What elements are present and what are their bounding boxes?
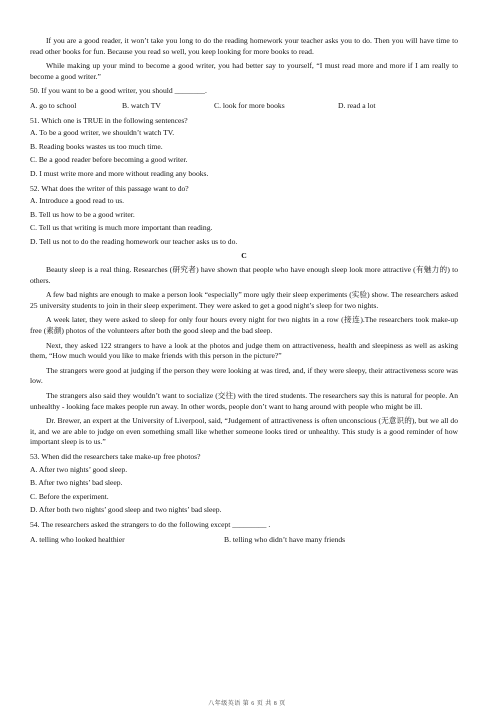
passage-b-paragraph-1: If you are a good reader, it won’t take you long to do the reading homework your teacher asks you to do. Then you will have time to read other books for fun. Because you read so well, you keep looking for more books to read. bbox=[30, 36, 458, 56]
question-50-stem: 50. If you want to be a good writer, you should ________. bbox=[30, 86, 207, 96]
question-53-option-b: B. After two nights’ bad sleep. bbox=[30, 478, 123, 488]
question-50-option-a: A. go to school bbox=[30, 100, 77, 110]
question-50-option-b: B. watch TV bbox=[122, 100, 161, 110]
question-51-stem: 51. Which one is TRUE in the following sentences? bbox=[30, 115, 188, 125]
question-54-stem: 54. The researchers asked the strangers to do the following except _________ . bbox=[30, 519, 271, 529]
passage-c-paragraph-6: The strangers also said they wouldn’t want to socialize (交往) with the tired students. The researchers say this is natural for people. An unhealthy - looking face makes people run away. In other words, people don’t want to hang around with people who might be ill. bbox=[30, 391, 458, 411]
question-51-option-b: B. Reading books wastes us too much time. bbox=[30, 141, 163, 151]
section-c-heading: C bbox=[241, 250, 247, 260]
page-footer: 八年级英语 第 6 页 共 8 页 bbox=[208, 701, 286, 707]
question-52-option-a: A. Introduce a good read to us. bbox=[30, 196, 125, 206]
question-53-option-d: D. After both two nights’ good sleep and two nights’ bad sleep. bbox=[30, 505, 222, 515]
passage-c-paragraph-7: Dr. Brewer, an expert at the University of Liverpool, said, “Judgement of attractiveness is often unconscious (无意识的), but we all do it, and we are able to judge on even something small like whether someone looks tired or unhealthy. This study is a good reminder of how important sleep is to us.” bbox=[30, 416, 458, 447]
question-52-option-d: D. Tell us not to do the reading homework our teacher asks us to do. bbox=[30, 236, 238, 246]
question-51-option-a: A. To be a good writer, we shouldn’t watch TV. bbox=[30, 128, 175, 138]
question-52-option-b: B. Tell us how to be a good writer. bbox=[30, 209, 135, 219]
passage-c-paragraph-1: Beauty sleep is a real thing. Researches (研究者) have shown that people who have enough sleep look more attractive (有魅力的) to others. bbox=[30, 265, 458, 285]
question-52-stem: 52. What does the writer of this passage want to do? bbox=[30, 183, 189, 193]
passage-c-paragraph-3: A week later, they were asked to sleep for only four hours every night for two nights in a row (接连).The researchers took make-up free (素颜) photos of the volunteers after both the good sleep and the bad sleep. bbox=[30, 315, 458, 336]
passage-c-paragraph-4: Next, they asked 122 strangers to have a look at the photos and judge them on attractiveness, health and sleepiness as well as asking them, “How much would you like to make friends with this person in the picture?” bbox=[30, 340, 458, 361]
question-50-options bbox=[30, 101, 458, 112]
question-54-option-a: A. telling who looked healthier bbox=[30, 534, 125, 544]
question-54-options bbox=[30, 535, 458, 546]
question-53-option-a: A. After two nights’ good sleep. bbox=[30, 464, 128, 474]
passage-c-paragraph-5: The strangers were good at judging if the person they were looking at was tired, and, if they were sleepy, their attractiveness score was low. bbox=[30, 365, 458, 386]
question-54-option-b: B. telling who didn’t have many friends bbox=[224, 534, 346, 544]
question-52-option-c: C. Tell us that writing is much more important than reading. bbox=[30, 223, 213, 233]
page-content bbox=[30, 36, 458, 549]
passage-b-paragraph-2: While making up your mind to become a good writer, you had better say to yourself, “I must read more and more if I am really to become a good writer.” bbox=[30, 61, 458, 81]
question-50-option-d: D. read a lot bbox=[338, 100, 376, 110]
question-50-option-c: C. look for more books bbox=[214, 100, 285, 110]
question-53-stem: 53. When did the researchers take make-up free photos? bbox=[30, 452, 201, 461]
question-51-option-d: D. I must write more and more without reading any books. bbox=[30, 168, 209, 178]
passage-c-paragraph-2: A few bad nights are enough to make a person look “especially” more ugly their sleep experiments (实验) show. The researchers asked 25 university students to join in their sleep experiment. They were asked to get a good night’s sleep for two nights. bbox=[30, 290, 458, 310]
question-53-option-c: C. Before the experiment. bbox=[30, 491, 109, 501]
question-51-option-c: C. Be a good reader before becoming a good writer. bbox=[30, 155, 188, 165]
